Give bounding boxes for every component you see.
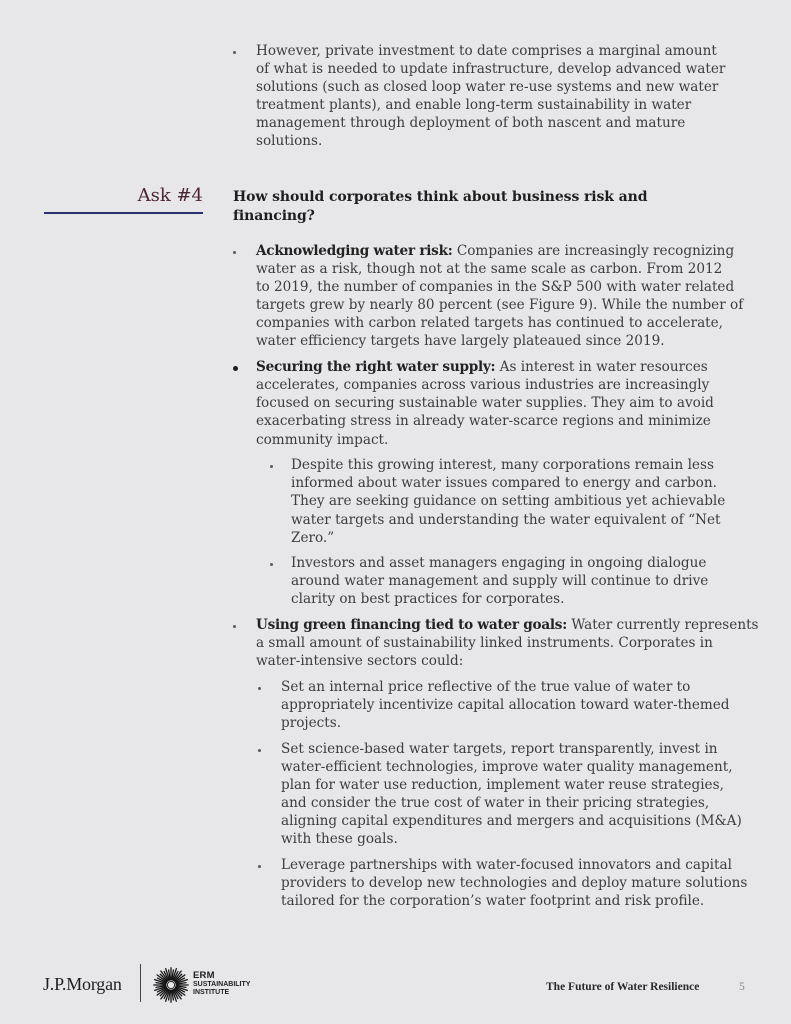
sub-bullet-text: Set science-based water targets, report transparently, invest in water-efficient technologies, improve water quality management, plan for water use reduction, implement water reuse strategies, and consider the true cost of water in their pricing strategies, aligning capital expenditures and mergers and acquisitions (M&A) with these goals. [281,740,742,848]
sub-bullet-body [291,554,759,608]
bullet-lead: Acknowledging water risk: [256,243,453,259]
sub-bullet-body [281,740,759,849]
sub-bullet-text: Set an internal price reflective of the true value of water to appropriately incentivize capital allocation toward water-themed projects. [281,679,730,732]
sub-bullet-body [281,678,759,732]
bullet-dot-icon [233,251,236,254]
bullet-dot-icon [270,465,273,468]
section-heading: How should corporates think about business risk and financing? [233,189,648,224]
bullet-body [256,242,759,351]
bullet-body [256,358,759,448]
erm-starburst-icon [153,967,189,1003]
sub-bullet-list [256,456,759,608]
intro-bullet-body [256,42,725,151]
sub-bullet-list [256,678,759,910]
bullet-acknowledging-water-risk [233,242,759,351]
bullet-text: As interest in water resources accelerates, companies across various industries are increasingly focused on securing sustainable water supplies. They aim to avoid exacerbating stress in already water-scarce regions and minimize community impact. [256,359,714,448]
sub-bullet-text: Investors and asset managers engaging in ongoing dialogue around water management and supply will continue to drive clarity on best practices for corporates. [291,555,709,608]
ask-label: Ask #4 [137,185,203,206]
bullet-dot-icon [233,366,238,371]
bullet-dot-icon [233,51,236,54]
intro-bullet [233,42,725,151]
bullet-dot-icon [258,749,261,752]
sub-bullet-text: Leverage partnerships with water-focused innovators and capital providers to develop new technologies and deploy mature solutions tailored for the corporation’s water footprint and risk profile. [281,857,748,910]
bullet-body [256,616,759,670]
bullet-text: Companies are increasingly recognizing water as a risk, though not at the same scale as carbon. From 2012 to 2019, the number of companies in the S&P 500 with water related targets grew by nearly 80 percent (see Figure 9). While the number of companies with carbon related targets has continued to accelerate, water efficiency targets have largely plateaued since 2019. [256,243,744,350]
bullet-dot-icon [270,563,273,566]
bullet-green-financing [233,616,759,910]
sub-bullet-text: Despite this growing interest, many corporations remain less informed about water issues compared to energy and carbon. They are seeking guidance on setting ambitious yet achievable water targets and understanding the water equivalent of “Net Zero.” [291,457,726,546]
erm-logo-line2: INSTITUTE [193,989,230,996]
bullet-dot-icon [258,687,261,690]
sub-bullet-internal-price [256,678,759,732]
erm-logo-line1: SUSTAINABILITY [193,981,251,988]
sub-bullet-investors-dialogue [256,554,759,608]
document-title: The Future of Water Resilience [546,981,700,993]
footer-logo-divider [140,964,141,1002]
bullet-dot-icon [233,625,236,628]
sub-bullet-growing-interest [256,456,759,546]
bullet-text: Water currently represents a small amount of sustainability linked instruments. Corporates in water-intensive sectors could: [256,617,759,670]
erm-logo-name: ERM [193,970,215,981]
bullet-securing-water-supply [233,358,759,608]
bullet-lead: Using green financing tied to water goals: [256,617,567,634]
sub-bullet-partnerships [256,856,759,910]
sub-bullet-science-based-targets [256,740,759,849]
intro-bullet-text: However, private investment to date comprises a marginal amount of what is needed to update infrastructure, develop advanced water solutions (such as closed loop water re-use systems and new water treatment plants), and enable long-term sustainability in water management through deployment of both nascent and mature solutions. [256,43,726,150]
section-bullet-list [233,242,759,910]
bullet-dot-icon [258,865,261,868]
sub-bullet-body [291,456,759,546]
bullet-lead: Securing the right water supply: [256,359,496,376]
sub-bullet-body [281,856,759,910]
intro-bullet-list [233,42,725,151]
page-number: 5 [739,981,745,993]
erm-logo-text [193,971,250,997]
jpmorgan-logo: J.P.Morgan [43,974,122,994]
ask-label-underline [44,212,203,214]
